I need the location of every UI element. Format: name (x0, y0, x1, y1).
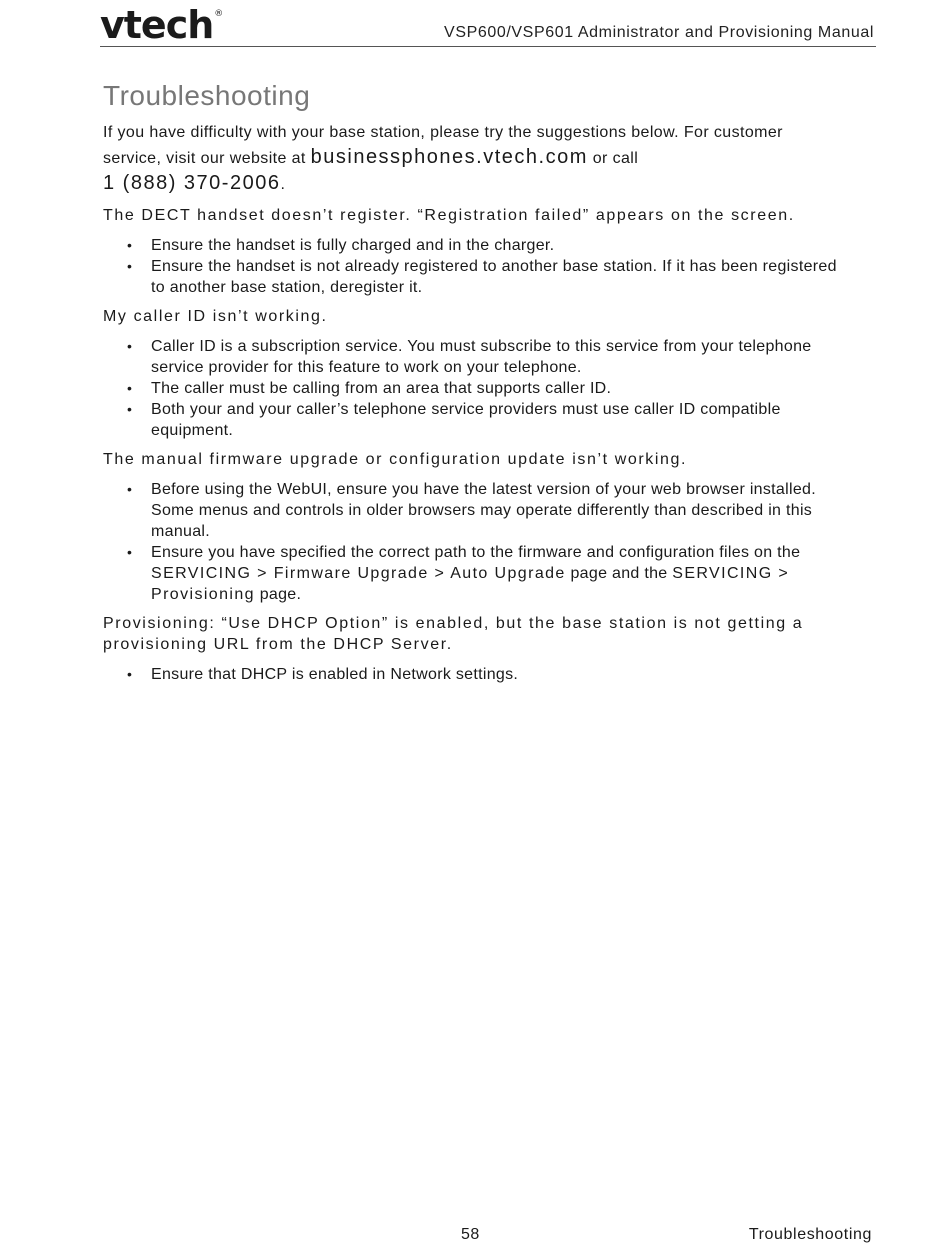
list-item: • Ensure that DHCP is enabled in Network settings. (103, 664, 843, 685)
website-link: businessphones.vtech.com (310, 146, 588, 168)
phone-number: 1 (888) 370-2006 (103, 172, 281, 194)
page-title: Troubleshooting (103, 80, 311, 111)
page-header (100, 0, 876, 47)
list-item: • Both your and your caller’s telephone service providers must use caller ID compatible equipment. (103, 399, 843, 441)
bullet-list (103, 336, 843, 441)
question-firmware: The manual firmware upgrade or configuration update isn’t working. (103, 451, 688, 468)
menu-path: SERVICING > Provisioning (151, 565, 790, 603)
bullet-list (103, 479, 843, 605)
menu-path: SERVICING > Firmware Upgrade > Auto Upgrade (151, 565, 566, 582)
intro-paragraph: If you have difficulty with your base station, please try the suggestions below. For customer service, visit our website at businessphones.vtech.com or call 1 (888) 370-2006. (103, 124, 783, 194)
intro-call-text: or call (587, 150, 639, 167)
vtech-logo (100, 3, 223, 47)
list-item: • The caller must be calling from an area that supports caller ID. (103, 378, 843, 399)
list-item: • Ensure the handset is not already registered to another base station. If it has been registered to another base station, deregister it. (103, 256, 843, 298)
bullet-list (103, 235, 843, 298)
footer-section-title: Troubleshooting (748, 1226, 872, 1243)
manual-title: VSP600/VSP601 Administrator and Provisioning Manual (444, 24, 874, 41)
intro-text: If you have difficulty with your base station, please try the suggestions below. For customer service, visit our website at (103, 124, 783, 167)
question-registration: The DECT handset doesn’t register. “Registration failed” appears on the screen. (103, 207, 795, 224)
logo-text: vtech (100, 3, 214, 47)
question-provisioning: Provisioning: “Use DHCP Option” is enabled, but the base station is not getting a provisioning URL from the DHCP Server. (103, 615, 804, 653)
list-item: • Before using the WebUI, ensure you have the latest version of your web browser installed. Some menus and controls in older browsers may operate differently than described in this manual. (103, 479, 843, 542)
page-content (103, 80, 843, 689)
list-item: • Ensure the handset is fully charged and in the charger. (103, 235, 843, 256)
list-item: • Ensure you have specified the correct path to the firmware and configuration files on the SERVICING > Firmware Upgrade > Auto Upgrade page and the SERVICING > Provisioning page. (103, 542, 843, 605)
bullet-list (103, 664, 843, 685)
registered-mark: ® (214, 9, 223, 19)
question-caller-id: My caller ID isn’t working. (103, 308, 328, 325)
page-number: 58 (461, 1226, 480, 1243)
list-item: • Caller ID is a subscription service. You must subscribe to this service from your telephone service provider for this feature to work on your telephone. (103, 336, 843, 378)
